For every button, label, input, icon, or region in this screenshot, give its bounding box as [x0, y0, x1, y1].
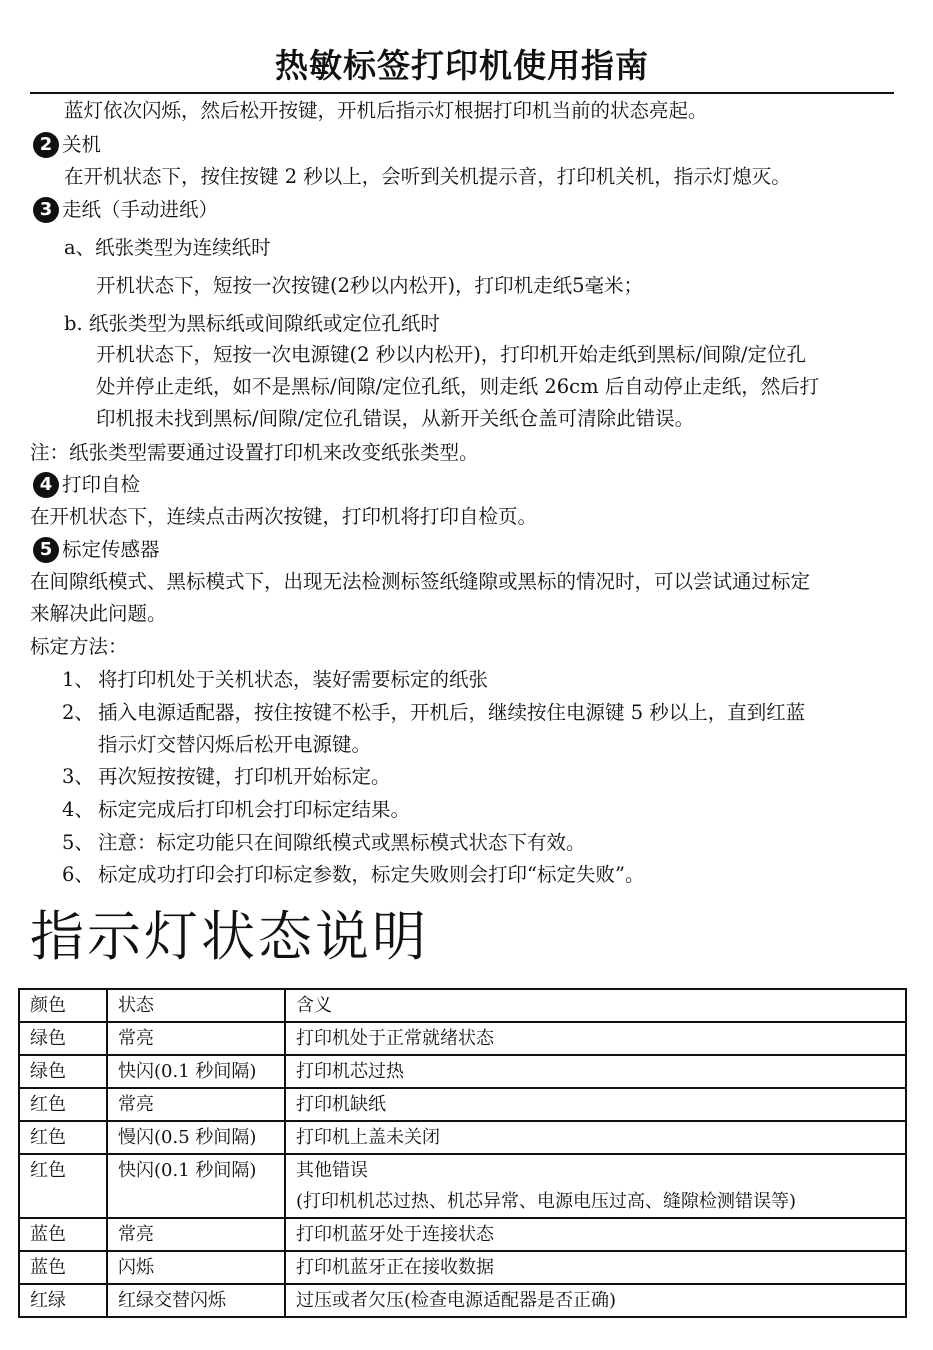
cell-state: 闪烁 [107, 1251, 285, 1284]
step-number: 2、 [62, 701, 94, 724]
step-text: 指示灯交替闪烁后松开电源键。 [98, 733, 372, 756]
feed-a-text: 开机状态下，短按一次按键(2秒以内松开)，打印机走纸5毫米； [96, 274, 644, 297]
power-off-text: 在开机状态下，按住按键 2 秒以上，会听到关机提示音，打印机关机，指示灯熄灭。 [64, 165, 791, 188]
table-row [19, 1055, 906, 1088]
page-title: 热敏标签打印机使用指南 [275, 46, 649, 85]
header-color: 颜色 [19, 989, 107, 1022]
number-3-icon: 3 [33, 197, 59, 223]
step-text: 再次短按按键，打印机开始标定。 [98, 765, 391, 788]
cell-meaning: 打印机缺纸 [285, 1088, 906, 1121]
cell-state: 常亮 [107, 1218, 285, 1251]
table-row [19, 1022, 906, 1055]
indicator-table [18, 988, 907, 1318]
step-number: 3、 [62, 765, 94, 788]
cell-color: 绿色 [19, 1022, 107, 1055]
step-text: 插入电源适配器，按住按键不松手，开机后，继续按住电源键 5 秒以上，直到红蓝 [98, 701, 806, 724]
cell-state: 快闪(0.1 秒间隔) [107, 1055, 285, 1088]
number-4-icon: 4 [33, 472, 59, 498]
step-number: 4、 [62, 798, 94, 821]
feed-a-heading: a、纸张类型为连续纸时 [64, 236, 271, 259]
cell-state: 快闪(0.1 秒间隔) [107, 1154, 285, 1218]
calibrate-method-label: 标定方法： [30, 635, 128, 658]
table-row [19, 1218, 906, 1251]
selftest-text: 在开机状态下，连续点击两次按键，打印机将打印自检页。 [30, 505, 538, 528]
feed-b-heading: b. 纸张类型为黑标纸或间隙纸或定位孔纸时 [64, 312, 440, 335]
meaning-line: (打印机机芯过热、机芯异常、电源电压过高、缝隙检测错误等) [296, 1191, 797, 1212]
step-text: 将打印机处于关机状态，装好需要标定的纸张 [98, 668, 489, 691]
indicator-section-title: 指示灯状态说明 [30, 905, 429, 968]
power-off-heading: 关机 [62, 133, 102, 156]
cell-color: 红色 [19, 1121, 107, 1154]
table-header-row [19, 989, 906, 1022]
step-text: 标定完成后打印机会打印标定结果。 [98, 798, 411, 821]
step-number: 1、 [62, 668, 94, 691]
number-5-icon: 5 [33, 537, 59, 563]
feed-heading: 走纸（手动进纸） [62, 198, 219, 221]
cell-state: 慢闪(0.5 秒间隔) [107, 1121, 285, 1154]
table-row [19, 1284, 906, 1317]
feed-b-line: 印机报未找到黑标/间隙/定位孔错误，从新开关纸仓盖可清除此错误。 [96, 407, 695, 430]
calibrate-heading: 标定传感器 [62, 538, 160, 561]
step-text: 标定成功打印会打印标定参数，标定失败则会打印“标定失败”。 [98, 863, 645, 886]
selftest-heading: 打印自检 [62, 473, 141, 496]
step-text: 注意：标定功能只在间隙纸模式或黑标模式状态下有效。 [98, 831, 586, 854]
calibrate-intro-line: 在间隙纸模式、黑标模式下，出现无法检测标签纸缝隙或黑标的情况时，可以尝试通过标定 [30, 570, 811, 593]
cell-state: 常亮 [107, 1088, 285, 1121]
header-state: 状态 [107, 989, 285, 1022]
table-row [19, 1088, 906, 1121]
table-row [19, 1121, 906, 1154]
cell-color: 红色 [19, 1154, 107, 1218]
cell-meaning: 打印机芯过热 [285, 1055, 906, 1088]
cell-state: 红绿交替闪烁 [107, 1284, 285, 1317]
cell-meaning [285, 1154, 906, 1218]
meaning-line: 其他错误 [296, 1160, 368, 1181]
page-header [30, 40, 894, 94]
table-row [19, 1154, 906, 1218]
cell-meaning: 打印机上盖未关闭 [285, 1121, 906, 1154]
step-number: 5、 [62, 831, 94, 854]
feed-b-line: 开机状态下，短按一次电源键(2 秒以内松开)，打印机开始走纸到黑标/间隙/定位孔 [96, 343, 806, 366]
step-number: 6、 [62, 863, 94, 886]
cell-meaning: 过压或者欠压(检查电源适配器是否正确) [285, 1284, 906, 1317]
paper-type-note: 注：纸张类型需要通过设置打印机来改变纸张类型。 [30, 441, 479, 464]
cell-color: 红色 [19, 1088, 107, 1121]
cell-color: 绿色 [19, 1055, 107, 1088]
cell-state: 常亮 [107, 1022, 285, 1055]
cell-meaning: 打印机蓝牙正在接收数据 [285, 1251, 906, 1284]
calibrate-intro-line: 来解决此问题。 [30, 602, 167, 625]
power-on-continuation: 蓝灯依次闪烁，然后松开按键，开机后指示灯根据打印机当前的状态亮起。 [64, 99, 708, 122]
cell-color: 红绿 [19, 1284, 107, 1317]
cell-meaning: 打印机蓝牙处于连接状态 [285, 1218, 906, 1251]
cell-meaning: 打印机处于正常就绪状态 [285, 1022, 906, 1055]
cell-color: 蓝色 [19, 1218, 107, 1251]
feed-b-line: 处并停止走纸，如不是黑标/间隙/定位孔纸，则走纸 26cm 后自动停止走纸，然后打 [96, 375, 820, 398]
number-2-icon: 2 [33, 132, 59, 158]
header-meaning: 含义 [285, 989, 906, 1022]
cell-color: 蓝色 [19, 1251, 107, 1284]
table-row [19, 1251, 906, 1284]
